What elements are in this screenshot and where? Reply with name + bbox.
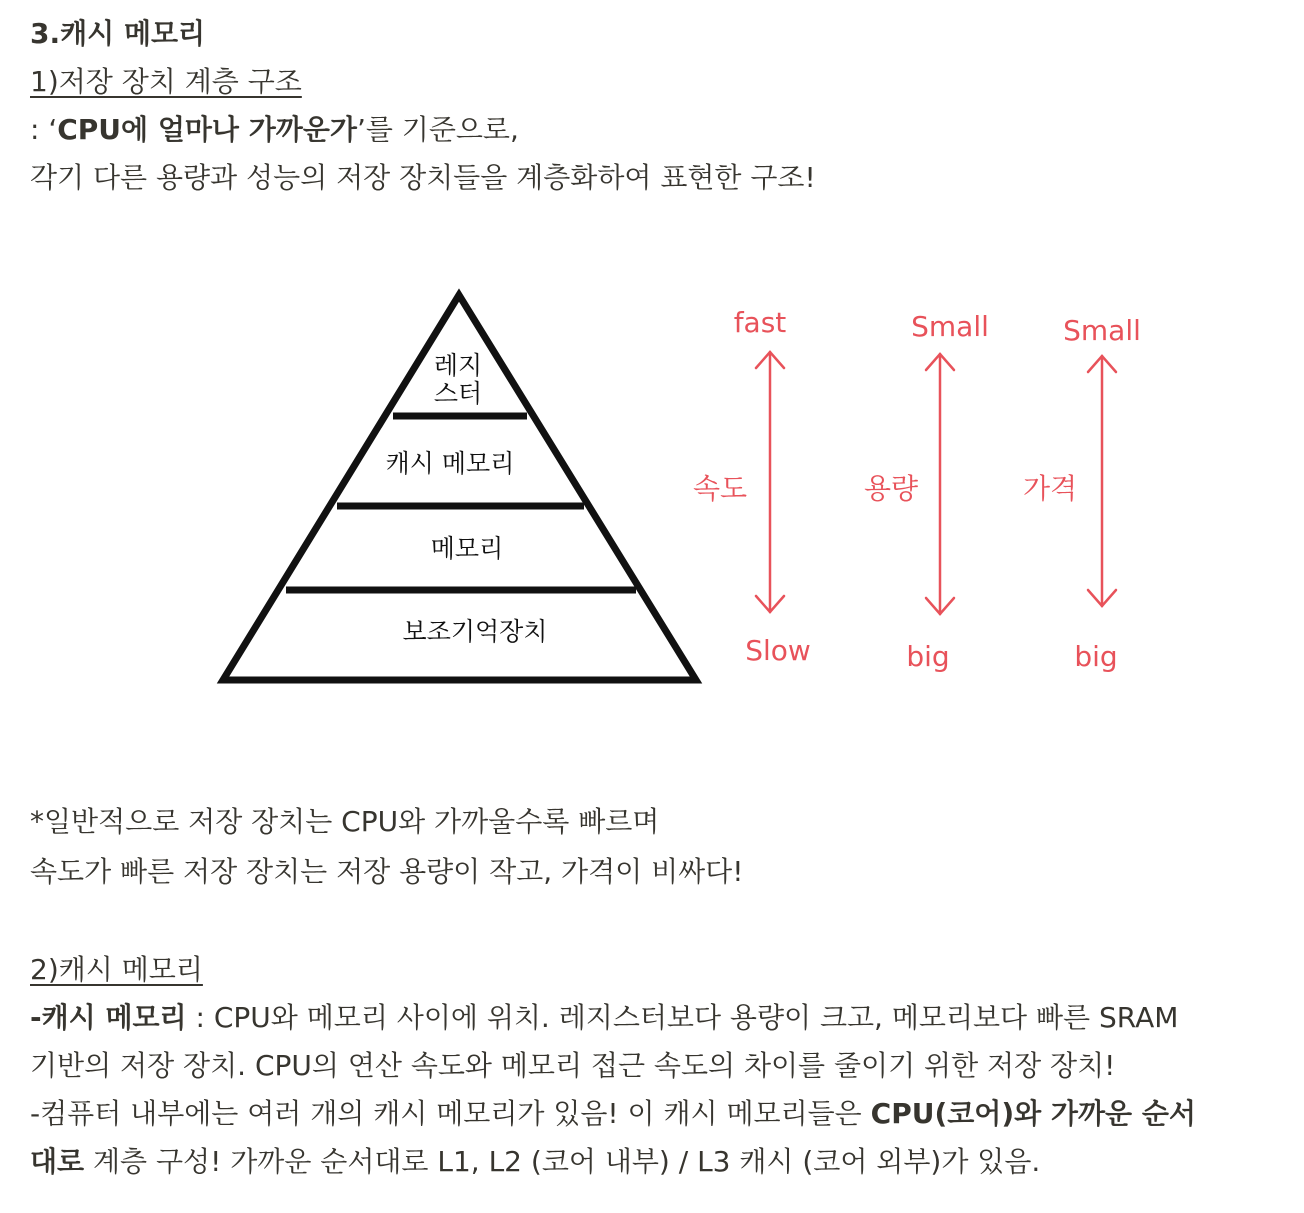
definition-emphasis: CPU에 얼마나 가까운가 [57,113,357,146]
capacity-axis-label: 용량 [863,472,919,505]
price-axis-label: 가격 [1022,472,1078,505]
cache-paragraph-line-4 [30,1140,1040,1184]
cache-definition: : CPU와 메모리 사이에 위치. 레지스터보다 용량이 크고, 메모리보다 빠른 SRAM [186,1001,1179,1034]
cache-levels-detail: 계층 구성! 가까운 순서대로 L1, L2 (코어 내부) / L3 캐시 (코어 외부)가 있음. [84,1145,1041,1178]
pyramid-level-secondary-storage: 보조기억장치 [402,617,548,646]
section-title-cache: 2)캐시 메모리 [30,953,203,986]
cache-levels-emphasis-end: 대로 [30,1145,85,1178]
definition-line-1 [30,108,519,152]
cache-paragraph-line-2: 기반의 저장 장치. CPU의 연산 속도와 메모리 접근 속도의 차이를 줄이기 위한 저장 장치! [30,1049,1116,1082]
cache-paragraph-line-3 [30,1092,1196,1136]
cache-levels-text: -컴퓨터 내부에는 여러 개의 캐시 메모리가 있음! 이 캐시 메모리들은 [30,1097,871,1130]
note-line-1: *일반적으로 저장 장치는 CPU와 가까울수록 빠르며 [30,805,660,838]
capacity-axis [926,354,954,614]
speed-axis-label: 속도 [692,472,748,505]
speed-top-label: fast [733,306,787,339]
price-axis [1088,356,1116,606]
speed-bottom-label: Slow [745,634,811,667]
capacity-top-label: Small [911,310,989,343]
section-title-hierarchy: 1)저장 장치 계층 구조 [30,65,302,98]
price-bottom-label: big [1074,640,1118,673]
pyramid-level-register-line2: 스터 [433,379,483,408]
pyramid-level-memory: 메모리 [430,534,504,563]
definition-suffix: ’를 기준으로, [356,113,519,146]
definition-prefix: : ‘ [30,113,58,146]
cache-levels-emphasis: CPU(코어)와 가까운 순서 [870,1097,1196,1130]
speed-axis [756,352,784,612]
page-heading: 3.캐시 메모리 [30,17,206,50]
cache-paragraph-line-1 [30,996,1178,1040]
note-line-2: 속도가 빠른 저장 장치는 저장 용량이 작고, 가격이 비싸다! [30,855,744,888]
pyramid-level-cache: 캐시 메모리 [385,449,515,478]
pyramid-level-register-line1: 레지 [433,351,483,380]
capacity-bottom-label: big [906,640,950,673]
definition-line-2: 각기 다른 용량과 성능의 저장 장치들을 계층화하여 표현한 구조! [30,161,816,194]
hierarchy-diagram [0,270,1304,710]
cache-term: -캐시 메모리 [30,1001,187,1034]
price-top-label: Small [1063,314,1141,347]
